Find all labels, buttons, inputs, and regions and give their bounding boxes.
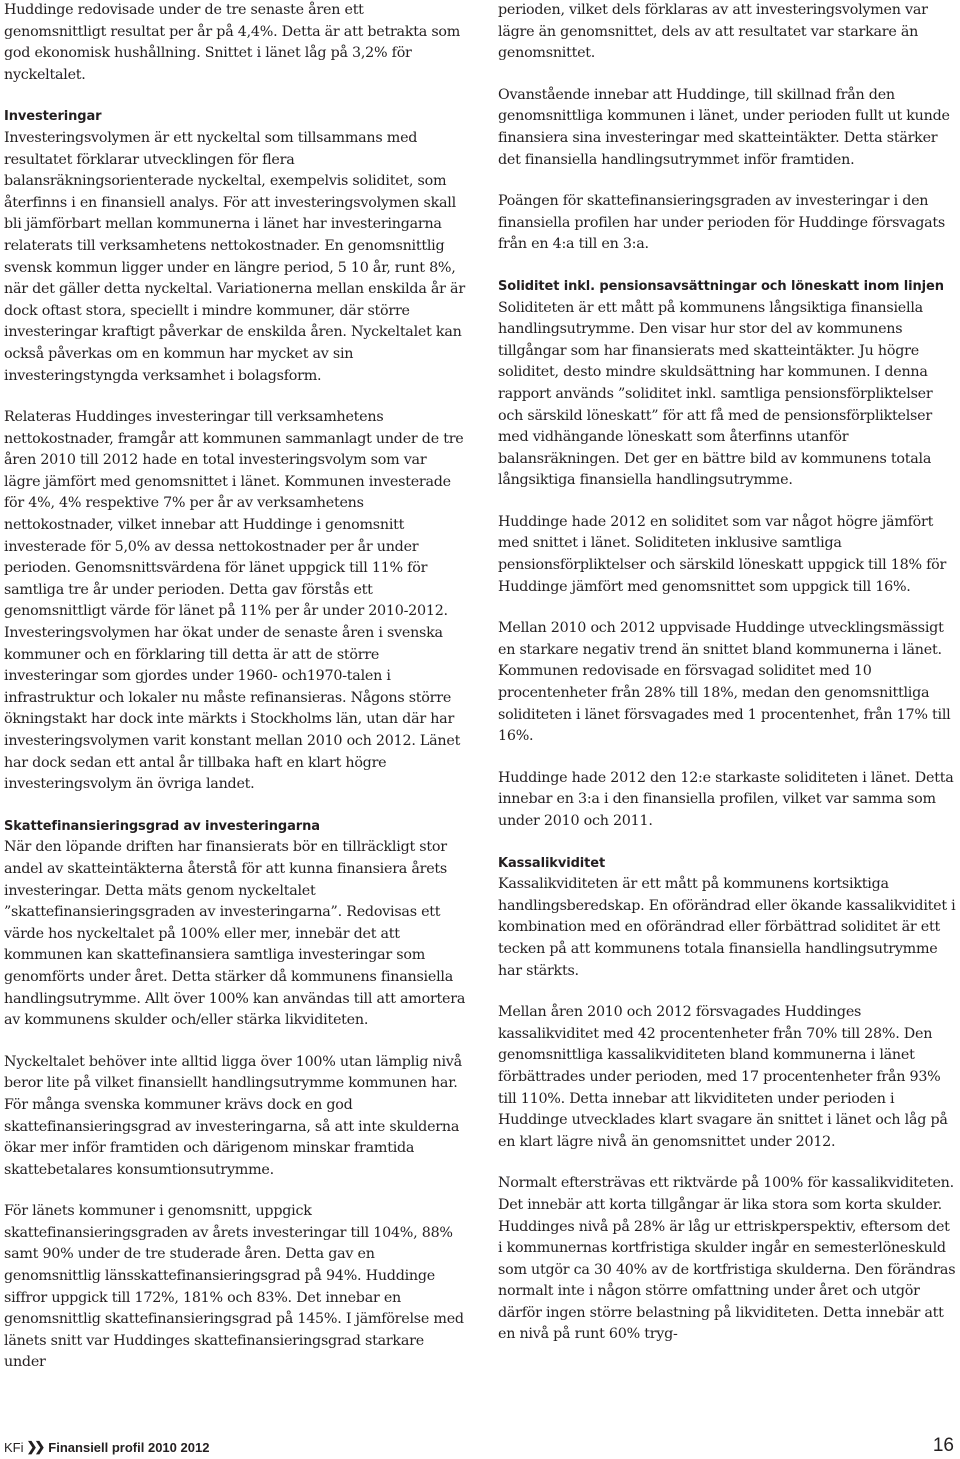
body-paragraph: Nyckeltalet behöver inte alltid ligga över 100% utan lämplig nivå beror lite på vilket finansiellt handlingsutrymme kommunen har. För många svenska kommuner krävs dock en god skattefinansieringsgrad av investeringarna, så att inte skulderna ökar mer inför framtiden och därigenom minskar framtida skattebetalares konsumtionsutrymme. (4, 1053, 462, 1178)
page-number: 16 (932, 1435, 954, 1456)
paragraph-spacer (4, 387, 466, 407)
body-paragraph: Huddinge hade 2012 den 12:e starkaste soliditeten i länet. Detta innebar en 3:a i den finansiella profilen, vilket var samma som under 2010 och 2011. (498, 769, 954, 829)
section-heading: Soliditet inkl. pensionsavsättningar och löneskatt inom linjen (498, 278, 944, 294)
body-paragraph: Mellan 2010 och 2012 uppvisade Huddinge utvecklingsmässigt en starkare negativ trend än snittet bland kommunerna i länet. Kommunen redovisade en försvagad soliditet med 10 procentenheter från 28% till 18%, medan den genomsnittliga soliditeten i länet försvagades med 1 procentenhet, från 17% till 16%. (498, 620, 951, 745)
section-heading: Kassalikviditet (498, 855, 606, 871)
body-paragraph: Mellan åren 2010 och 2012 försvagades Huddinges kassalikviditet med 42 procentenheter från 70% till 28%. Den genomsnittliga kassalikviditeten bland kommunerna i länet förbättrades under perioden, med 17 procentenheter från 93% till 110%. Detta innebar att likviditeten under perioden i Huddinge utvecklades klart svagare än snittet i länet och låg på en klart lägre nivå än genomsnittet under 2012. (498, 1004, 948, 1150)
body-paragraph: Normalt eftersträvas ett riktvärde på 100% för kassalikviditeten. Det innebär att korta tillgångar är lika stora som korta skulder. Huddinges nivå på 28% är låg ur ettriskperspektiv, eftersom det i kommunernas kortfristiga skulder ingår en semesterlöneskuld som utgör ca 30 40% av de kortfristiga skulderna. Den förändras normalt inte i någon större omfattning under året och utgör därför ingen större belastning på likviditeten. Detta innebär att en nivå på runt 60% tryg- (498, 1175, 956, 1343)
body-paragraph: För länets kommuner i genomsnitt, uppgick skattefinansieringsgraden av årets investeringar till 104%, 88% samt 90% under de tre studerade åren. Detta gav en genomsnittlig länsskattefinansieringsgrad på 94%. Huddinge siffror uppgick till 172%, 181% och 83%. Det innebar en genomsnittlig skattefinansieringsgrad på 145%. I jämförelse med länets snitt var Huddinges skattefinansieringsgrad starkare under (4, 1203, 464, 1371)
paragraph-spacer (4, 86, 466, 106)
kfi-logo: KFi (4, 1439, 24, 1455)
body-paragraph: Huddinge redovisade under de tre senaste åren ett genomsnittligt resultat per år på 4,4%. Detta är att betrakta som god ekonomisk hushållning. Snittet i länet låg på 3,2% för nyckeltalet. (4, 2, 461, 83)
footer-title: Finansiell profil 2010 2012 (48, 1439, 210, 1455)
body-paragraph: Kassalikviditeten är ett mått på kommunens kortsiktiga handlingsberedskap. En oförändrad eller ökande kassalikviditet i kombination med en oförändrad eller förbättrad soliditet är ett tecken på att kommunens totala finansiella handlingsutrymme har stärkts. (498, 876, 956, 979)
paragraph-spacer (498, 833, 958, 853)
body-paragraph: Investeringsvolymen är ett nyckeltal som tillsammans med resultatet förklarar utvecklingen för flera balansräkningsorienterade nyckeltal, exempelvis soliditet, som återfinns i en finansiell analys. För att investeringsvolymen skall bli jämförbart mellan kommunerna i länet har investeringarna relaterats till verksamhetens nettokostnader. En genomsnittlig svensk kommun ligger under en längre period, 5 10 år, runt 8%, när det gäller detta nyckeltal. Variationerna mellan enskilda år är dock oftast stora, speciellt i mindre kommuner, där större investeringar kraftigt påverkar de enskilda åren. Nyckeltalet kan också påverkas om en kommun har mycket av sin investeringstyngda verksamhet i bolagsform. (4, 129, 465, 384)
section-heading: Investeringar (4, 109, 102, 125)
left-column (4, 0, 466, 1374)
double-chevron-icon: ❯❯ (26, 1439, 43, 1454)
right-column (498, 0, 958, 1346)
body-paragraph: Soliditeten är ett mått på kommunens långsiktiga finansiella handlingsutrymme. Den visar hur stor del av kommunens tillgångar som har finansierats med skatteintäkter. Ju högre soliditet, desto mindre skuldsättning har kommunen. I denna rapport används ”soliditet inkl. samtliga pensionsförpliktelser och särskild löneskatt” för att få med de pensionsförpliktelser med vidhängande löneskatt som återfinns utanför balansräkningen. Det ger en bättre bild av kommunens totala långsiktiga finansiella handlingsutrymme. (498, 299, 933, 489)
paragraph-spacer (498, 171, 958, 191)
footer-publication (4, 1439, 209, 1455)
body-paragraph: perioden, vilket dels förklaras av att investeringsvolymen var lägre än genomsnittet, dels av att resultatet var starkare än genomsnittet. (498, 2, 928, 62)
paragraph-spacer (4, 1032, 466, 1052)
paragraph-spacer (4, 796, 466, 816)
body-paragraph: När den löpande driften har finansierats bör en tillräckligt stor andel av skatteintäkterna återstå för att kunna finansiera årets investeringar. Detta mäts genom nyckeltalet ”skattefinansieringsgraden av investeringarna”. Redovisas ett värde hos nyckeltalet på 100% eller mer, innebär det att kommunen kan skattefinansiera samtliga investeringar som genomförts under året. Detta stärker då kommunens finansiella handlingsutrymme. Allt över 100% kan användas till att amortera av kommunens skulder och/eller stärka likviditeten. (4, 839, 466, 1029)
paragraph-spacer (498, 1153, 958, 1173)
page-footer (4, 1437, 956, 1459)
body-paragraph: Poängen för skattefinansieringsgraden av investeringar i den finansiella profilen har under perioden för Huddinge försvagats från en 4:a till en 3:a. (498, 193, 946, 253)
paragraph-spacer (4, 1181, 466, 1201)
paragraph-spacer (498, 256, 958, 276)
body-paragraph: Ovanstående innebar att Huddinge, till skillnad från den genomsnittliga kommunen i länet, under perioden fullt ut kunde finansiera sina investeringar med skatteintäkter. Detta stärker det finansiella handlingsutrymmet inför framtiden. (498, 86, 950, 168)
body-paragraph: Huddinge hade 2012 en soliditet som var något högre jämfört med snittet i länet. Soliditeten inklusive samtliga pensionsförpliktelser och särskild löneskatt uppgick till 18% för Huddinge jämfört med genomsnittet som uppgick till 16%. (498, 513, 947, 595)
paragraph-spacer (498, 598, 958, 618)
section-heading: Skattefinansieringsgrad av investeringarna (4, 818, 320, 834)
body-paragraph: Relateras Huddinges investeringar till verksamhetens nettokostnader, framgår att kommunen sammanlagt under de tre åren 2010 till 2012 hade en total investeringsvolym som var lägre jämfört med genomsnittet i länet. Kommunen investerade för 4%, 4% respektive 7% per år av verksamhetens nettokostnader, vilket innebar att Huddinge i genomsnitt investerade för 5,0% av dessa nettokostnader per år under perioden. Genomsnittsvärdena för länet uppgick till 11% för samtliga tre år under perioden. Detta gav förstås ett genomsnittligt värde för länet på 11% per år under 2010-2012. Investeringsvolymen har ökat under de senaste åren i svenska kommuner och en förklaring till detta är att de större investeringar som gjordes under 1960- och1970-talen i infrastruktur och lokaler nu måste refinansieras. Någons större ökningstakt har dock inte märkts i Stockholms län, utan där har investeringsvolymen varit konstant mellan 2010 och 2012. Länet har dock sedan ett antal år tillbaka haft en klart högre investeringsvolym än övriga landet. (4, 409, 464, 793)
paragraph-spacer (498, 492, 958, 512)
paragraph-spacer (498, 65, 958, 85)
paragraph-spacer (498, 982, 958, 1002)
paragraph-spacer (498, 748, 958, 768)
